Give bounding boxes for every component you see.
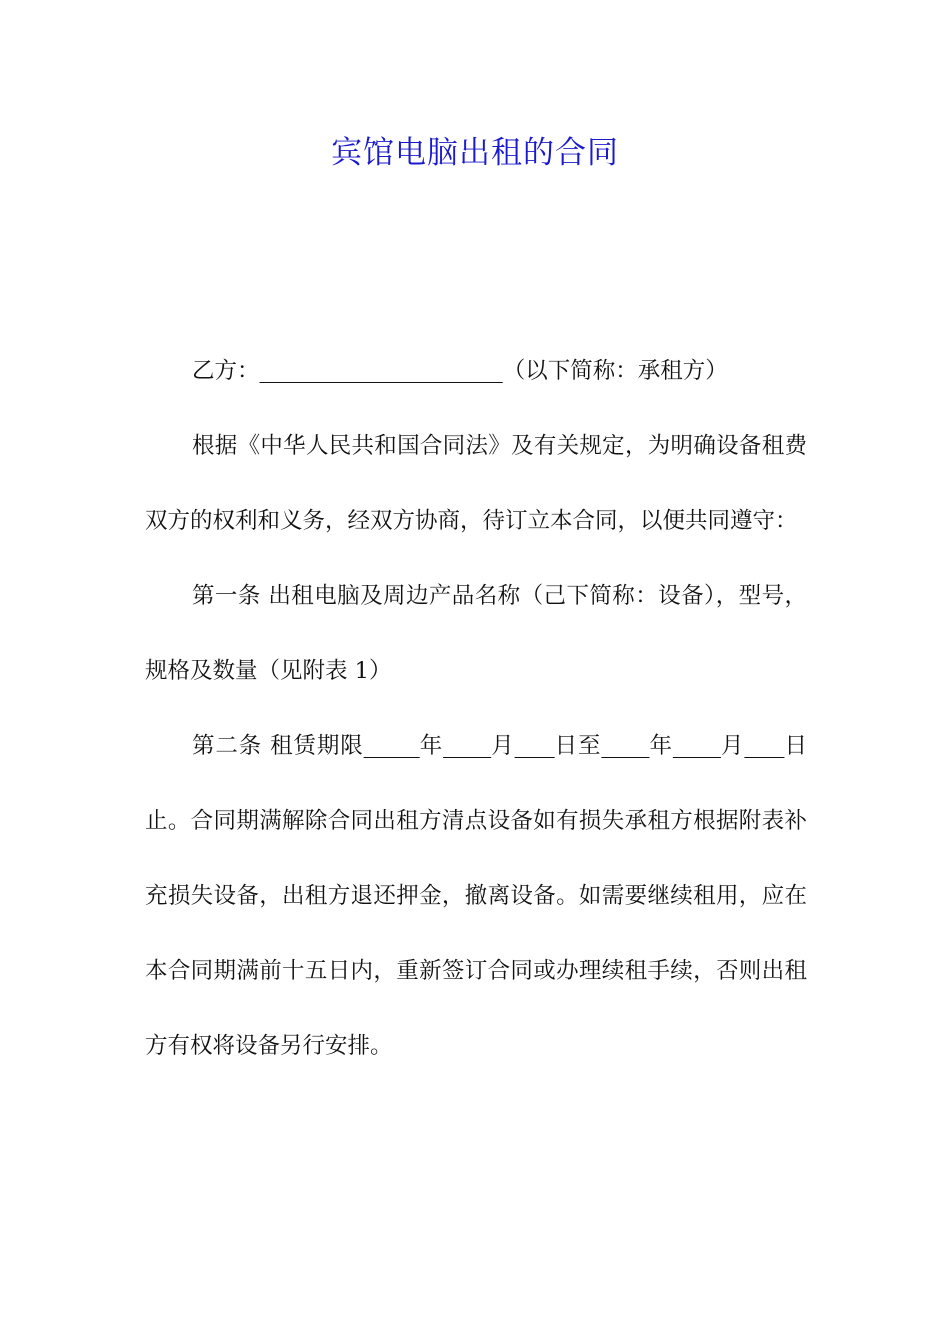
document-body (145, 334, 807, 1084)
end-year-label: 年 (649, 733, 673, 759)
start-year-label: 年 (419, 733, 444, 759)
start-year-blank (364, 733, 420, 759)
party-b-paragraph (145, 334, 807, 409)
article-1-paragraph: 第一条 出租电脑及周边产品名称（己下简称：设备），型号，规格及数量（见附表 1） (145, 583, 807, 684)
start-day-label: 日至 (554, 733, 602, 759)
article-2-paragraph (145, 709, 807, 1084)
end-month-blank (673, 733, 721, 759)
start-day-blank (515, 733, 555, 759)
party-b-suffix: （以下简称：承租方） (502, 358, 728, 384)
party-b-label: 乙方： (192, 358, 260, 384)
article-2-rest: 日止。合同期满解除合同出租方清点设备如有损失承租方根据附表补充损失设备，出租方退还押金，撤离设备。如需要继续租用，应在本合同期满前十五日内，重新签订合同或办理续租手续，否则出租方有权将设备另行安排。 (145, 733, 807, 1059)
preamble-paragraph: 根据《中华人民共和国合同法》及有关规定，为明确设备租费双方的权利和义务，经双方协商，待订立本合同，以便共同遵守： (145, 433, 807, 534)
article-2-prefix: 第二条 租赁期限 (192, 733, 364, 759)
start-month-blank (443, 733, 491, 759)
party-b-blank (260, 358, 503, 384)
end-year-blank (601, 733, 649, 759)
start-month-label: 月 (491, 733, 515, 759)
end-month-label: 月 (720, 733, 745, 759)
document-title: 宾馆电脑出租的合同 (331, 135, 619, 171)
end-day-blank (744, 733, 784, 759)
